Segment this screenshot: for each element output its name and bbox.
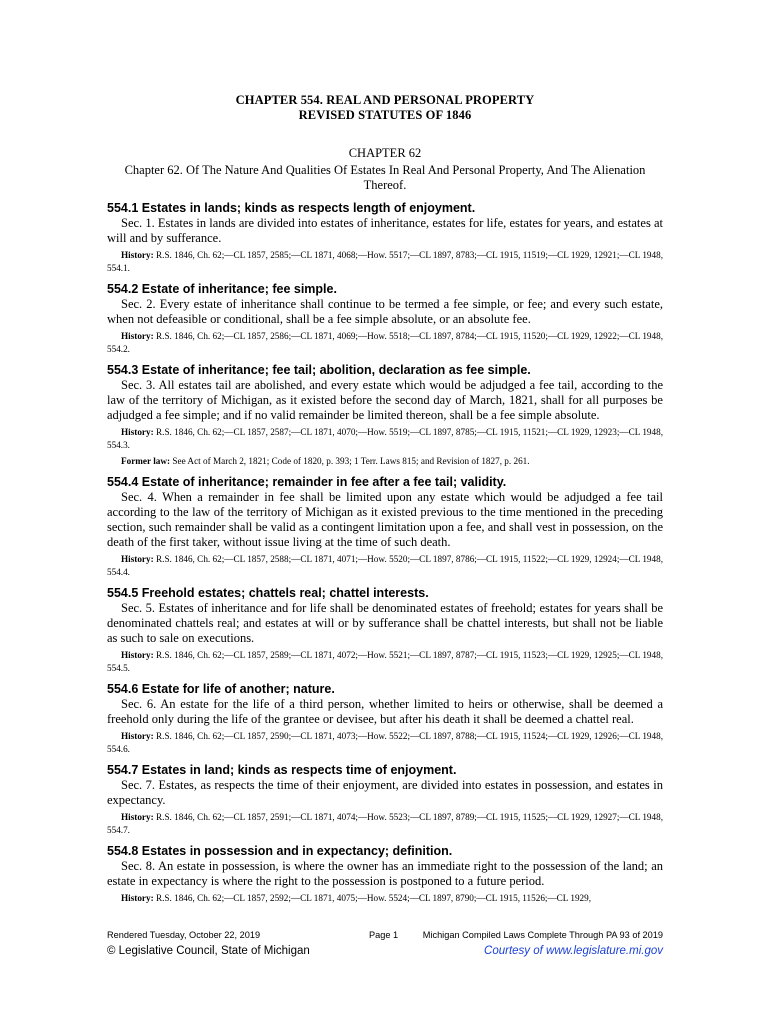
document-content	[107, 93, 663, 905]
section-heading: 554.6 Estate for life of another; nature.	[107, 682, 335, 696]
section-body: Sec. 5. Estates of inheritance and for life shall be denominated estates of freehold; estates for years shall be denominated chattels real; and estates at will or by sufferance shall be chattel interests, but shall not be liable as such to sale on executions.	[107, 601, 663, 645]
section-heading: 554.8 Estates in possession and in expectancy; definition.	[107, 844, 453, 858]
courtesy-link[interactable]: Courtesy of www.legislature.mi.gov	[484, 945, 663, 957]
section-554-8	[107, 844, 663, 905]
chapter-title	[107, 93, 663, 123]
page-number: Page 1	[369, 930, 399, 940]
history-label: History:	[121, 427, 154, 437]
section-history	[107, 553, 663, 579]
history-label: History:	[121, 731, 154, 741]
chapter-number: CHAPTER 62	[348, 146, 422, 160]
section-554-2	[107, 282, 663, 356]
history-label: History:	[121, 250, 154, 260]
history-text: R.S. 1846, Ch. 62;—CL 1857, 2586;—CL 1871, 4069;—How. 5518;—CL 1897, 8784;—CL 1915, 11520;—CL 1929, 12922;—CL 1948, 554.2.	[107, 331, 663, 354]
rendered-date: Rendered Tuesday, October 22, 2019	[107, 930, 261, 940]
section-body: Sec. 1. Estates in lands are divided into estates of inheritance, estates for life, estates for years, and estates at will and by sufferance.	[107, 216, 663, 245]
section-history	[107, 730, 663, 756]
section-body: Sec. 2. Every estate of inheritance shall continue to be termed a fee simple, or fee; and every such estate, when not defeasible or conditional, shall be a fee simple absolute, or an absolute fee.	[107, 297, 663, 326]
section-body: Sec. 6. An estate for the life of a third person, whether limited to heirs or otherwise, shall be deemed a freehold only during the life of the grantee or devisee, but after his death it shall be deemed a chattel real.	[107, 697, 663, 726]
chapter-title-line-1: CHAPTER 554. REAL AND PERSONAL PROPERTY	[235, 93, 535, 107]
history-text: R.S. 1846, Ch. 62;—CL 1857, 2585;—CL 1871, 4068;—How. 5517;—CL 1897, 8783;—CL 1915, 11519;—CL 1929, 12921;—CL 1948, 554.1.	[107, 250, 663, 273]
section-heading: 554.3 Estate of inheritance; fee tail; abolition, declaration as fee simple.	[107, 363, 531, 377]
history-text: R.S. 1846, Ch. 62;—CL 1857, 2592;—CL 1871, 4075;—How. 5524;—CL 1897, 8790;—CL 1915, 11526;—CL 1929,	[155, 893, 592, 903]
history-label: History:	[121, 554, 154, 564]
history-text: R.S. 1846, Ch. 62;—CL 1857, 2588;—CL 1871, 4071;—How. 5520;—CL 1897, 8786;—CL 1915, 11522;—CL 1929, 12924;—CL 1948, 554.4.	[107, 554, 663, 577]
page-footer-meta	[107, 930, 663, 944]
section-body: Sec. 3. All estates tail are abolished, and every estate which would be adjudged a fee tail, according to the law of the territory of Michigan, as it existed before the second day of March, 1821, shall for all purposes be adjudged a fee simple; and if no valid remainder be limited thereon, shall be a fee simple absolute.	[107, 378, 663, 422]
compiled-through: Michigan Compiled Laws Complete Through PA 93 of 2019	[422, 930, 663, 940]
section-554-4	[107, 475, 663, 579]
history-label: History:	[121, 650, 154, 660]
history-text: R.S. 1846, Ch. 62;—CL 1857, 2590;—CL 1871, 4073;—How. 5522;—CL 1897, 8788;—CL 1915, 11524;—CL 1929, 12926;—CL 1948, 554.6.	[107, 731, 663, 754]
section-body: Sec. 7. Estates, as respects the time of their enjoyment, are divided into estates in possession, and estates in expectancy.	[107, 778, 663, 807]
section-body: Sec. 4. When a remainder in fee shall be limited upon any estate which would be adjudged a fee tail according to the law of the territory of Michigan as it existed previous to the time mentioned in the preceding section, such remainder shall be valid as a contingent limitation upon a fee, and shall vest in possession, on the death of the first taker, without issue living at the time of such death.	[107, 490, 663, 549]
section-history	[107, 330, 663, 356]
section-554-3	[107, 363, 663, 468]
page-footer-credits	[107, 945, 663, 961]
copyright-notice: © Legislative Council, State of Michigan	[107, 945, 310, 957]
chapter-subtitle: Chapter 62. Of The Nature And Qualities Of Estates In Real And Personal Property, And The Alienation Thereof.	[124, 163, 646, 192]
section-heading: 554.1 Estates in lands; kinds as respects length of enjoyment.	[107, 201, 476, 215]
history-label: History:	[121, 812, 154, 822]
history-text: R.S. 1846, Ch. 62;—CL 1857, 2591;—CL 1871, 4074;—How. 5523;—CL 1897, 8789;—CL 1915, 11525;—CL 1929, 12927;—CL 1948, 554.7.	[107, 812, 663, 835]
former-law-text: See Act of March 2, 1821; Code of 1820, p. 393; 1 Terr. Laws 815; and Revision of 1827, p. 261.	[172, 456, 530, 466]
section-history	[107, 811, 663, 837]
section-heading: 554.7 Estates in land; kinds as respects time of enjoyment.	[107, 763, 457, 777]
section-554-1	[107, 201, 663, 275]
history-text: R.S. 1846, Ch. 62;—CL 1857, 2587;—CL 1871, 4070;—How. 5519;—CL 1897, 8785;—CL 1915, 11521;—CL 1929, 12923;—CL 1948, 554.3.	[107, 427, 663, 450]
section-554-7	[107, 763, 663, 837]
section-heading: 554.4 Estate of inheritance; remainder in fee after a fee tail; validity.	[107, 475, 507, 489]
section-heading: 554.2 Estate of inheritance; fee simple.	[107, 282, 337, 296]
history-text: R.S. 1846, Ch. 62;—CL 1857, 2589;—CL 1871, 4072;—How. 5521;—CL 1897, 8787;—CL 1915, 11523;—CL 1929, 12925;—CL 1948, 554.5.	[107, 650, 663, 673]
chapter-title-line-2: REVISED STATUTES OF 1846	[298, 108, 472, 122]
history-label: History:	[121, 893, 154, 903]
section-history	[107, 426, 663, 452]
section-history	[107, 249, 663, 275]
section-554-6	[107, 682, 663, 756]
section-history	[107, 649, 663, 675]
section-heading: 554.5 Freehold estates; chattels real; chattel interests.	[107, 586, 429, 600]
history-label: History:	[121, 331, 154, 341]
section-former-law	[107, 455, 663, 468]
section-554-5	[107, 586, 663, 675]
former-law-label: Former law:	[121, 456, 171, 466]
section-body: Sec. 8. An estate in possession, is where the owner has an immediate right to the possession of the land; an estate in expectancy is where the right to the possession is postponed to a future period.	[107, 859, 663, 888]
section-history	[107, 892, 663, 905]
